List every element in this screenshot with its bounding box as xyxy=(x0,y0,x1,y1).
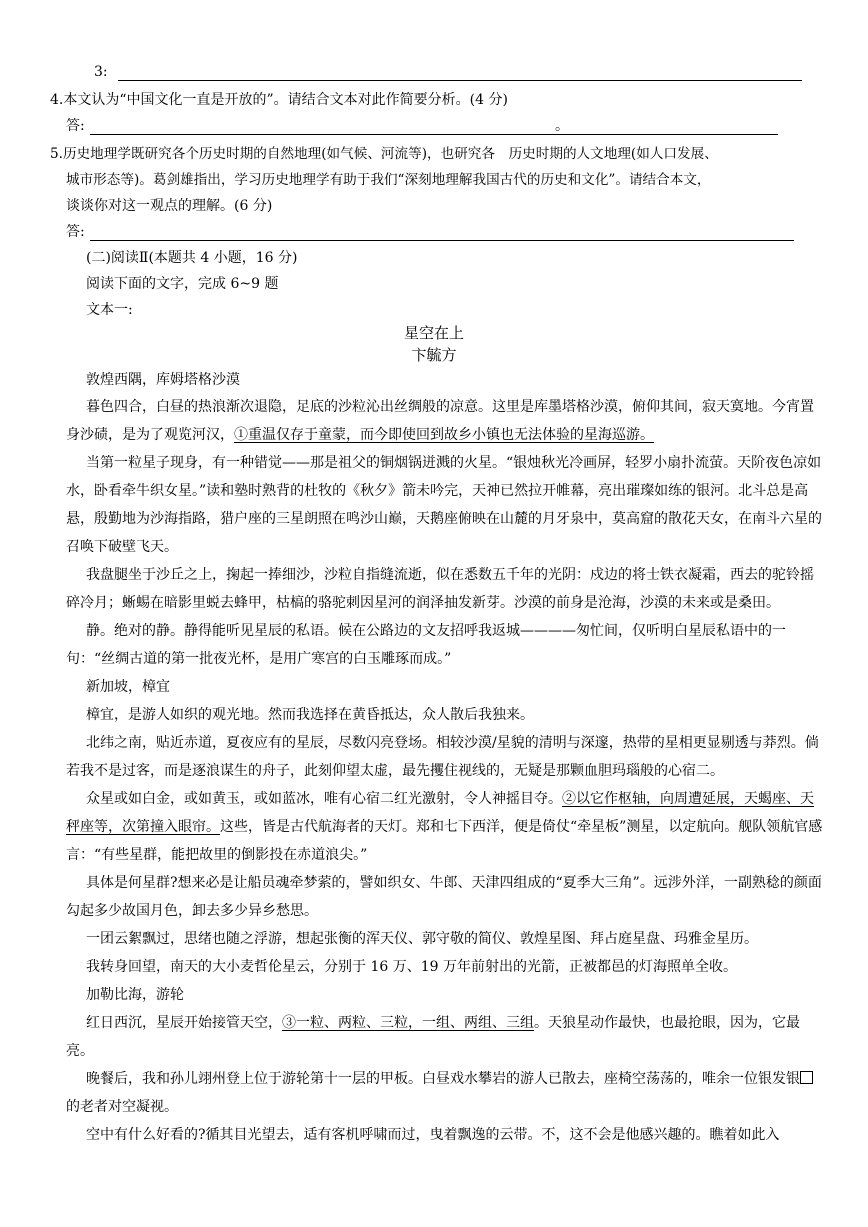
paragraph: 晚餐后，我和孙儿翊州登上位于游轮第十一层的甲板。白昼戏水攀岩的游人已散去，座椅空荡荡的，唯余一位银发银的老者对空凝视。 xyxy=(66,1065,824,1121)
q5-answer-label: 答: xyxy=(66,224,85,240)
place-heading-2: 新加坡，樟宜 xyxy=(86,679,170,695)
text1-label: 文本一: xyxy=(86,302,133,318)
essay-author: 卞毓方 xyxy=(411,346,457,364)
q5-line-3: 谈谈你对这一观点的理解。(6 分) xyxy=(66,198,273,214)
paragraph: 暮色四合，白昼的热浪渐次退隐，足底的沙粒沁出丝绸般的凉意。这里是库墨塔格沙漠，俯仰其间，寂天寞地。今宵置身沙碛，是为了观览河汉，①重温仅存于童蒙，而今即使回到故乡小镇也无法体验的星海巡游。 xyxy=(66,399,814,443)
q4-question: 4.本文认为“中国文化一直是开放的”。请结合文本对此作简要分析。(4 分) xyxy=(50,92,508,108)
place-heading-1: 敦煌西隅，库姆塔格沙漠 xyxy=(86,372,240,388)
paragraph: 我转身回望，南天的大小麦哲伦星云，分别于 16 万、19 万年前射出的光箭，正被都邑的灯海照单全收。 xyxy=(86,959,737,975)
instruction: 阅读下面的文字，完成 6~9 题 xyxy=(86,276,279,292)
q4-answer-line[interactable] xyxy=(90,134,778,135)
q5-line-2: 城市形态等)。葛剑雄指出，学习历史地理学有助于我们“深刻地理解我国古代的历史和文化”。请结合本文， xyxy=(66,172,711,188)
paragraph: 一团云絮飘过，思绪也随之浮游，想起张衡的浑天仪、郭守敬的简仪、敦煌星图、拜占庭星盘、玛雅金星历。 xyxy=(86,931,758,947)
paragraph: 我盘腿坐于沙丘之上，掬起一捧细沙，沙粒自指缝流逝，似在悉数五千年的光阴：戍边的将士铁衣凝霜，西去的驼铃摇碎冷月；蜥蜴在暗影里蜕去蜂甲，枯槁的骆驼刺因星河的润泽抽发新芽。沙漠的前身是沧海，沙漠的未来或是桑田。 xyxy=(66,567,814,611)
q3-answer-line[interactable] xyxy=(118,80,802,81)
q5-answer-line[interactable] xyxy=(90,240,794,241)
paragraph: 众星或如白金，或如黄玉，或如蓝冰，唯有心宿二红光激射，令人神摇目夺。②以它作枢轴，向周遭延展，天蝎座、天秤座等，次第撞入眼帘。这些，皆是古代航海者的天灯。郑和七下西洋，便是倚仗“牵星板”测星，以定航向。舰队领航官感言：“有些星群，能把故里的倒影投在赤道浪尖。” xyxy=(66,791,823,863)
q4-period: 。 xyxy=(555,118,569,134)
essay-title: 星空在上 xyxy=(403,324,464,342)
paragraph: 北纬之南，贴近赤道，夏夜应有的星辰，尽数闪亮登场。相较沙漠/星貌的清明与深邃，热带的星相更显剔透与莽烈。倘若我不是过客，而是逐浪谋生的舟子，此刻仰望太虚，最先攫住视线的，无疑是那颗血胆玛瑙般的心宿二。 xyxy=(66,735,819,779)
paragraph: 樟宜，是游人如织的观光地。然而我选择在黄昏抵达，众人散后我独来。 xyxy=(86,707,534,723)
essay-body xyxy=(66,393,824,1149)
q4-answer-label: 答: xyxy=(66,118,85,134)
place-heading-3: 加勒比海，游轮 xyxy=(86,987,184,1003)
section-title: (二)阅读Ⅱ(本题共 4 小题，16 分) xyxy=(86,250,298,266)
missing-character-box xyxy=(800,1071,813,1084)
paragraph: 空中有什么好看的?循其目光望去，适有客机呼啸而过，曳着飘逸的云带。不，这不会是他感兴趣的。瞧着如此入 xyxy=(86,1127,780,1143)
paragraph: 当第一粒星子现身，有一种错觉——那是祖父的铜烟锅迸溅的火星。“银烛秋光冷画屏，轻罗小扇扑流萤。天阶夜色凉如水，卧看牵牛织女星。”读和塾时熟背的杜牧的《秋夕》箭未吟完，天神已然拉开帷幕，亮出璀璨如练的银河。北斗总是高悬，殷勤地为沙海指路，猎户座的三星朗照在鸣沙山巅，天鹅座俯映在山麓的月牙泉中，莫高窟的散花天女，在南斗六星的召唤下破壁飞天。 xyxy=(66,455,822,555)
underlined-sentence-1: ①重温仅存于童蒙，而今即使回到故乡小镇也无法体验的星海巡游。 xyxy=(234,427,654,443)
q3-label: 3: xyxy=(94,64,108,80)
paragraph: 静。绝对的静。静得能听见星辰的私语。候在公路边的文友招呼我返城————匆忙间，仅听明白星辰私语中的一句：“丝绸古道的第一批夜光杯，是用广寒宫的白玉雕琢而成。” xyxy=(66,623,786,667)
paragraph: 红日西沉，星辰开始接管天空，③一粒、两粒、三粒，一组、两组、三组。天狼星动作最快，也最抢眼，因为，它最亮。 xyxy=(66,1015,800,1059)
q5-line-1: 5.历史地理学既研究各个历史时期的自然地理(如气候、河流等)，也研究各 历史时期的人文地理(如人口发展、 xyxy=(50,146,718,162)
underlined-sentence-2: ②以它作枢轴，向周遭延展，天蝎座、天秤座等，次第撞入眼帘。 xyxy=(66,791,814,835)
paragraph: 具体是何星群?想来必是让船员魂牵梦萦的，譬如织女、牛郎、天津四组成的“夏季大三角”。远涉外洋，一副熟稔的颜面勾起多少故国月色，卸去多少异乡愁思。 xyxy=(66,875,822,919)
underlined-sentence-3: ③一粒、两粒、三粒，一组、两组、三组 xyxy=(282,1015,534,1031)
